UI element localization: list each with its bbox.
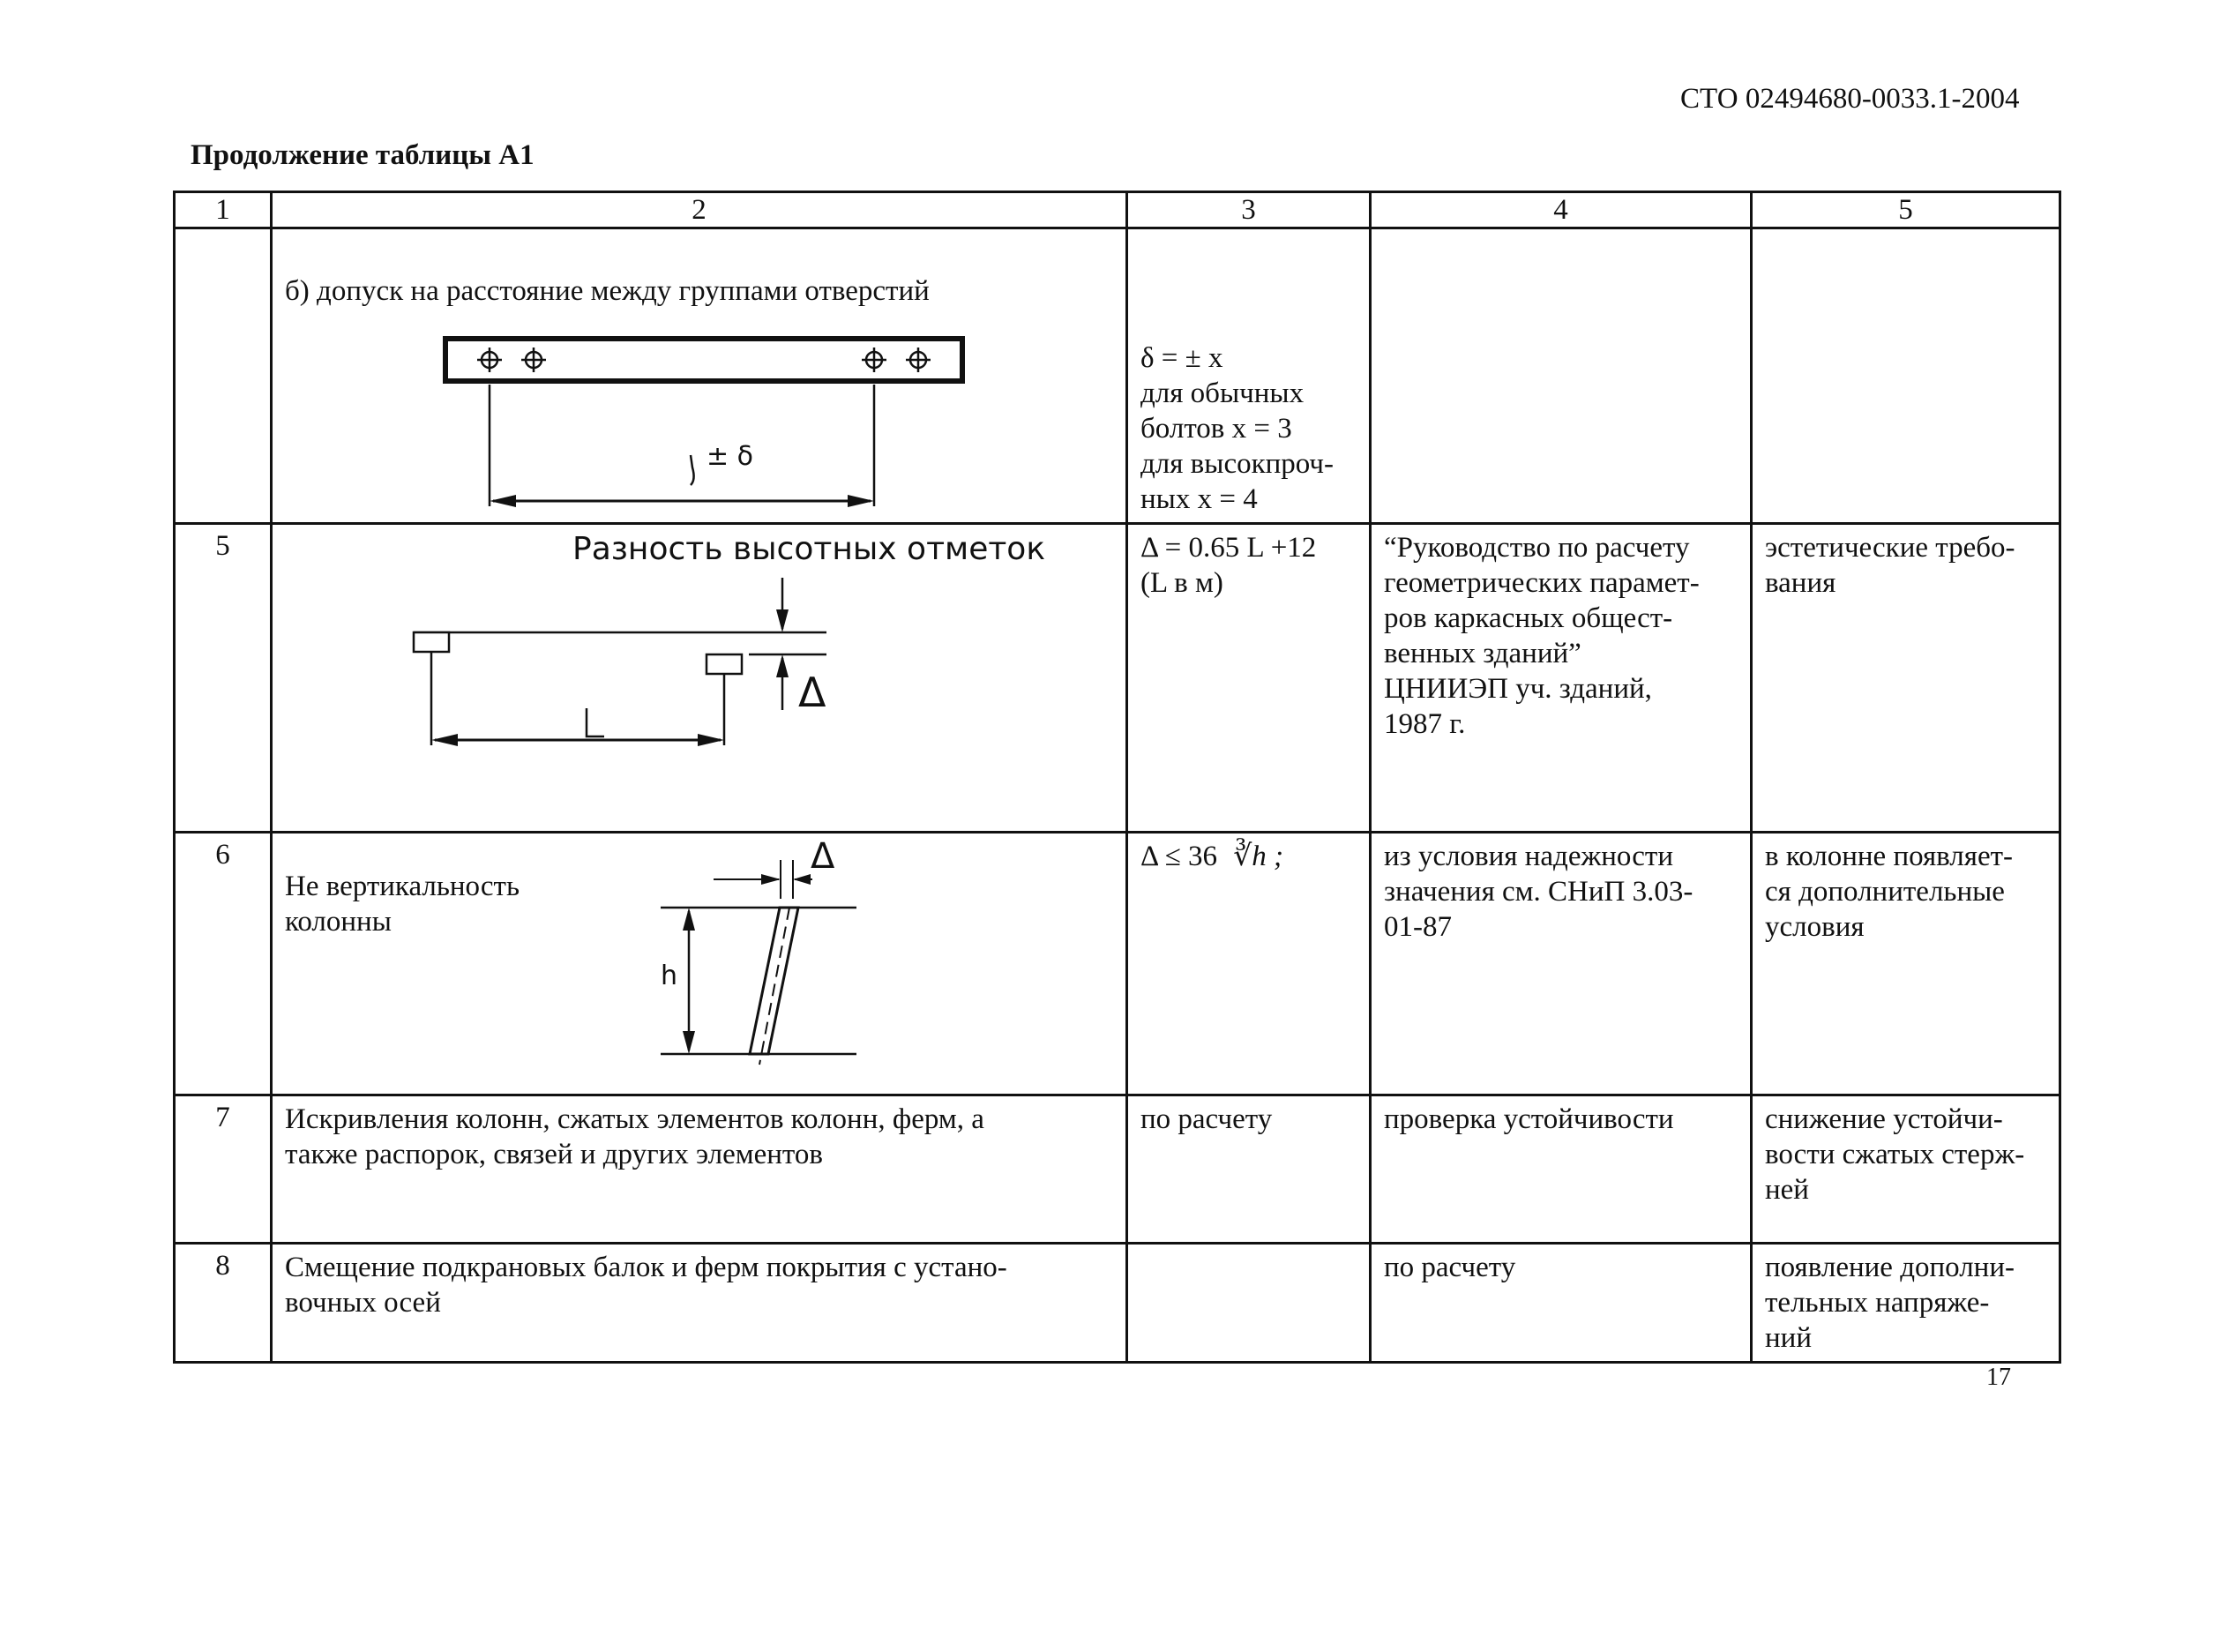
tolerance-cell: по расчету	[1127, 1095, 1371, 1244]
height-label: h	[661, 961, 678, 991]
basis-line: из условия надежности	[1384, 841, 1673, 872]
description-cell	[272, 524, 1127, 833]
consequence-line: тельных напряже-	[1765, 1287, 1990, 1319]
consequence-cell	[1752, 228, 2060, 524]
consequence-line: условия	[1765, 911, 1865, 943]
tolerance-cell	[1127, 1244, 1371, 1363]
tolerance-line: Δ = 0.65 L +12	[1140, 532, 1317, 564]
basis-cell	[1371, 833, 1752, 1095]
consequence-cell	[1752, 524, 2060, 833]
description-line: также распорок, связей и других элементов	[285, 1139, 823, 1170]
table-row	[175, 524, 2060, 833]
consequence-line: ний	[1765, 1322, 1812, 1354]
description-line: Не вертикальность	[285, 871, 520, 902]
tolerance-formula: Δ ≤ 36	[1140, 841, 1218, 872]
tolerance-line: для высокпроч-	[1140, 448, 1335, 480]
delta-label: Δ	[811, 836, 835, 877]
hole-groups-diagram	[273, 229, 1128, 524]
col-header-4: 4	[1371, 192, 1752, 228]
description-cell	[272, 228, 1127, 524]
consequence-line: вости сжатых стерж-	[1765, 1139, 2025, 1170]
consequence-line: в колонне появляет-	[1765, 841, 2013, 872]
column-tilt-diagram	[273, 833, 1128, 1096]
consequence-line: появление дополни-	[1765, 1252, 2015, 1283]
tolerance-line: δ = ± x	[1140, 342, 1223, 374]
col-header-1: 1	[175, 192, 272, 228]
consequence-cell	[1752, 1244, 2060, 1363]
tolerance-line: (L в м)	[1140, 567, 1223, 599]
table-caption: Продолжение таблицы А1	[191, 139, 535, 171]
description-cell	[272, 833, 1127, 1095]
tolerance-cell	[1127, 833, 1371, 1095]
row-number: 5	[175, 524, 272, 833]
consequence-line: ся дополнительные	[1765, 876, 2005, 908]
consequence-line: ней	[1765, 1174, 1809, 1206]
tolerance-label: ± δ	[707, 441, 754, 472]
col-header-5: 5	[1752, 192, 2060, 228]
row-number: 7	[175, 1095, 272, 1244]
tolerance-line: болтов x = 3	[1140, 413, 1292, 445]
description-line: вочных осей	[285, 1287, 441, 1319]
consequence-line: снижение устойчи-	[1765, 1103, 2003, 1135]
basis-line: ров каркасных общест-	[1384, 602, 1673, 634]
row-description: Разность высотных отметок	[572, 531, 1046, 567]
description-line: Искривления колонн, сжатых элементов колонн, ферм, а	[285, 1103, 984, 1135]
tolerance-line: ных x = 4	[1140, 483, 1258, 515]
basis-cell: по расчету	[1371, 1244, 1752, 1363]
basis-line: значения см. СНиП 3.03-	[1384, 876, 1693, 908]
basis-line: геометрических парамет-	[1384, 567, 1700, 599]
table-row	[175, 228, 2060, 524]
col-header-3: 3	[1127, 192, 1371, 228]
description-cell	[272, 1244, 1127, 1363]
delta-label: Δ	[798, 669, 826, 716]
basis-cell: проверка устойчивости	[1371, 1095, 1752, 1244]
tolerance-cell	[1127, 524, 1371, 833]
description-line: Смещение подкрановых балок и ферм покрытия с устано-	[285, 1252, 1007, 1283]
consequence-cell	[1752, 833, 2060, 1095]
length-label	[587, 705, 606, 740]
basis-line: “Руководство по расчету	[1384, 532, 1690, 564]
row-description: б) допуск на расстояние между группами отверстий	[285, 275, 930, 307]
consequence-line: эстетические требо-	[1765, 532, 2015, 564]
col-header-2: 2	[272, 192, 1127, 228]
page-number: 17	[1986, 1364, 2011, 1391]
table-row	[175, 1244, 2060, 1363]
description-line: колонны	[285, 906, 392, 938]
row-number: 8	[175, 1244, 272, 1363]
tolerance-line: для обычных	[1140, 377, 1305, 409]
tolerance-table	[173, 191, 2061, 1364]
basis-line: ЦНИИЭП уч. зданий,	[1384, 673, 1652, 705]
consequence-line: вания	[1765, 567, 1836, 599]
basis-line: 01-87	[1384, 911, 1452, 943]
header-row	[175, 192, 2060, 228]
description-cell	[272, 1095, 1127, 1244]
basis-line: 1987 г.	[1384, 708, 1466, 740]
basis-line: венных зданий”	[1384, 638, 1581, 669]
table-row	[175, 1095, 2060, 1244]
basis-cell	[1371, 524, 1752, 833]
table-row	[175, 833, 2060, 1095]
consequence-cell	[1752, 1095, 2060, 1244]
basis-cell	[1371, 228, 1752, 524]
row-number	[175, 228, 272, 524]
height-difference-diagram	[273, 525, 1128, 833]
row-number: 6	[175, 833, 272, 1095]
cube-root: ∛h ;	[1233, 841, 1284, 872]
tolerance-cell	[1127, 228, 1371, 524]
document-code: СТО 02494680-0033.1-2004	[1680, 83, 2020, 115]
